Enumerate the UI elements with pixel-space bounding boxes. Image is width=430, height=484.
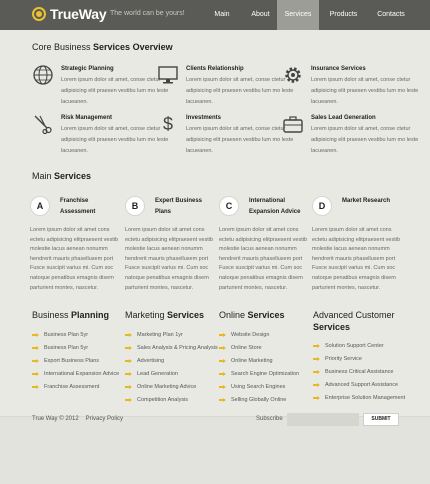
list-column-title: Marketing Services xyxy=(125,310,205,320)
overview-item-title[interactable]: Strategic Planning xyxy=(61,66,114,72)
nav-item-services[interactable]: Services xyxy=(277,0,319,30)
arrow-right-icon xyxy=(219,385,226,389)
arrow-right-icon xyxy=(32,346,39,350)
nav-item-products[interactable]: Products xyxy=(329,11,358,18)
svg-text:$: $ xyxy=(162,114,174,134)
list-item[interactable]: Sales Analysis & Pricing Analysis xyxy=(125,343,218,353)
list-item[interactable]: Business Critical Assistance xyxy=(313,367,393,377)
arrow-right-icon xyxy=(32,333,39,337)
list-item[interactable]: Enterprise Solution Management xyxy=(313,393,405,403)
service-letter-badge: D xyxy=(312,196,332,216)
arrow-right-icon xyxy=(125,385,132,389)
list-item[interactable]: International Expansion Advice xyxy=(32,369,119,379)
main-service-text: Lorem ipsum dolor sit amet cons ectetu adipisicing elitpraesent vestib molestie lacus aenean nonumm hendrerit mauris phasellusem port Fusce suscipit varius mi. Cum soc natoque penatibus emagnis disem parturient montes, nascetur. xyxy=(30,227,119,291)
overview-item-text: Lorem ipsum dolor sit amet, conse ctetur adipisicing elit praesen vestibu lum mo leste lacueanen. xyxy=(61,126,169,154)
arrow-right-icon xyxy=(219,333,226,337)
arrow-right-icon xyxy=(125,333,132,337)
main-service-title[interactable]: Expert Business Plans xyxy=(155,198,203,215)
list-column-advanced-customer-services xyxy=(313,309,413,401)
arrow-right-icon xyxy=(219,398,226,402)
list-column-title: Advanced Customer Services xyxy=(313,310,395,332)
list-column-title: Online Services xyxy=(219,310,285,320)
arrow-right-icon xyxy=(219,346,226,350)
scissors-icon xyxy=(32,113,54,135)
arrow-right-icon xyxy=(32,385,39,389)
globe-icon xyxy=(32,64,54,86)
dollar-icon xyxy=(157,113,179,135)
service-letter-badge: B xyxy=(125,196,145,216)
overview-item-title[interactable]: Sales Lead Generation xyxy=(311,115,376,121)
list-item[interactable]: Advanced Support Assistance xyxy=(313,380,398,390)
subscribe-label: Subscribe xyxy=(256,416,283,422)
service-letter-badge: A xyxy=(30,196,50,216)
service-letter-badge: C xyxy=(219,196,239,216)
arrow-right-icon xyxy=(313,383,320,387)
overview-item-title[interactable]: Risk Management xyxy=(61,115,113,121)
main-service-title[interactable]: Market Research xyxy=(342,198,391,204)
main-service-text: Lorem ipsum dolor sit amet cons ectetu adipisicing elitpraesent vestib molestie lacus aenean nonumm hendrerit mauris phasellusem port Fusce suscipit varius mi. Cum soc natoque penatibus emagnis disem parturient montes, nascetur. xyxy=(219,227,308,291)
list-item[interactable]: Search Engine Optimization xyxy=(219,369,299,379)
main-service-text: Lorem ipsum dolor sit amet cons ectetu adipisicing elitpraesent vestib molestie lacus aenean nonumm hendrerit mauris phasellusem port Fusce suscipit varius mi. Cum soc natoque penatibus emagnis disem parturient montes, nascetur. xyxy=(312,227,401,291)
logo-icon xyxy=(32,7,46,21)
overview-item-text: Lorem ipsum dolor sit amet, conse ctetur adipisicing elit praesen vestibu lum mo leste lacueanen. xyxy=(311,126,419,154)
privacy-policy-link[interactable]: Privacy Policy xyxy=(85,416,124,422)
nav-item-main[interactable]: Main xyxy=(214,11,230,18)
site-footer xyxy=(0,417,430,484)
arrow-right-icon xyxy=(313,396,320,400)
list-item[interactable]: Priority Service xyxy=(313,354,362,364)
list-item[interactable]: Lead Generation xyxy=(125,369,178,379)
copyright-text: True Way © 2012 xyxy=(32,416,79,422)
site-header xyxy=(0,0,430,30)
gear-icon xyxy=(282,64,304,86)
list-column-business-planning xyxy=(32,309,127,390)
list-item[interactable]: Marketing Plan 1yr xyxy=(125,330,183,340)
list-item[interactable]: Using Search Engines xyxy=(219,382,285,392)
arrow-right-icon xyxy=(219,372,226,376)
list-item[interactable]: Business Plan 5yr xyxy=(32,330,88,340)
list-item[interactable]: Advertising xyxy=(125,356,164,366)
overview-item-text: Lorem ipsum dolor sit amet, conse ctetur adipisicing elit praesen vestibu lum mo leste lacueanen. xyxy=(186,126,294,154)
main-service-title[interactable]: Franchise Assessment xyxy=(60,198,96,215)
list-item[interactable]: Business Plan 5yr xyxy=(32,343,88,353)
overview-item-title[interactable]: Insurance Services xyxy=(311,66,366,72)
nav-item-contacts[interactable]: Contacts xyxy=(377,11,405,18)
monitor-icon xyxy=(157,64,179,86)
arrow-right-icon xyxy=(125,398,132,402)
main-nav xyxy=(200,0,414,30)
logo[interactable] xyxy=(32,6,106,22)
overview-item-title[interactable]: Clients Relationship xyxy=(186,66,244,72)
logo-text: TrueWay xyxy=(50,6,107,22)
arrow-right-icon xyxy=(219,359,226,363)
arrow-right-icon xyxy=(125,346,132,350)
list-column-title: Business Planning xyxy=(32,310,110,320)
overview-title: Core Business Services Overview xyxy=(32,42,173,52)
briefcase-icon xyxy=(282,113,304,135)
tagline: The world can be yours! xyxy=(110,10,185,17)
arrow-right-icon xyxy=(32,372,39,376)
overview-item-text: Lorem ipsum dolor sit amet, conse ctetur adipisicing elit praesen vestibu lum mo leste lacueanen. xyxy=(61,77,169,105)
arrow-right-icon xyxy=(313,357,320,361)
footer-copyright-row xyxy=(32,416,130,422)
list-item[interactable]: Online Store xyxy=(219,343,262,353)
subscribe-email-input[interactable] xyxy=(287,413,359,426)
submit-button[interactable]: SUBMIT xyxy=(363,413,399,426)
overview-item-text: Lorem ipsum dolor sit amet, conse ctetur adipisicing elit praesen vestibu lum mo leste lacueanen. xyxy=(186,77,294,105)
arrow-right-icon xyxy=(32,359,39,363)
list-item[interactable]: Export Business Plans xyxy=(32,356,99,366)
arrow-right-icon xyxy=(125,359,132,363)
arrow-right-icon xyxy=(313,344,320,348)
list-item[interactable]: Online Marketing Advice xyxy=(125,382,196,392)
list-column-online-services xyxy=(219,309,314,403)
overview-item-title[interactable]: Investments xyxy=(186,115,222,121)
main-service-text: Lorem ipsum dolor sit amet cons ectetu adipisicing elitpraesent vestib molestie lacus aenean nonumm hendrerit mauris phasellusem port Fusce suscipit varius mi. Cum soc natoque penatibus emagnis disem parturient montes, nascetur. xyxy=(125,227,214,291)
list-item[interactable]: Selling Globally Online xyxy=(219,395,286,405)
list-item[interactable]: Franchise Assessment xyxy=(32,382,99,392)
list-item[interactable]: Website Design xyxy=(219,330,269,340)
arrow-right-icon xyxy=(313,370,320,374)
main-service-title[interactable]: International Expansion Advice xyxy=(249,198,301,215)
list-item[interactable]: Online Marketing xyxy=(219,356,273,366)
main-services-title: Main Services xyxy=(32,171,92,181)
list-item[interactable]: Competition Analysis xyxy=(125,395,188,405)
overview-item-text: Lorem ipsum dolor sit amet, conse ctetur adipisicing elit praesen vestibu lum mo leste lacueanen. xyxy=(311,77,419,105)
arrow-right-icon xyxy=(125,372,132,376)
nav-item-about[interactable]: About xyxy=(251,11,270,18)
list-item[interactable]: Solution Support Center xyxy=(313,341,384,351)
list-column-marketing-services xyxy=(125,309,220,403)
